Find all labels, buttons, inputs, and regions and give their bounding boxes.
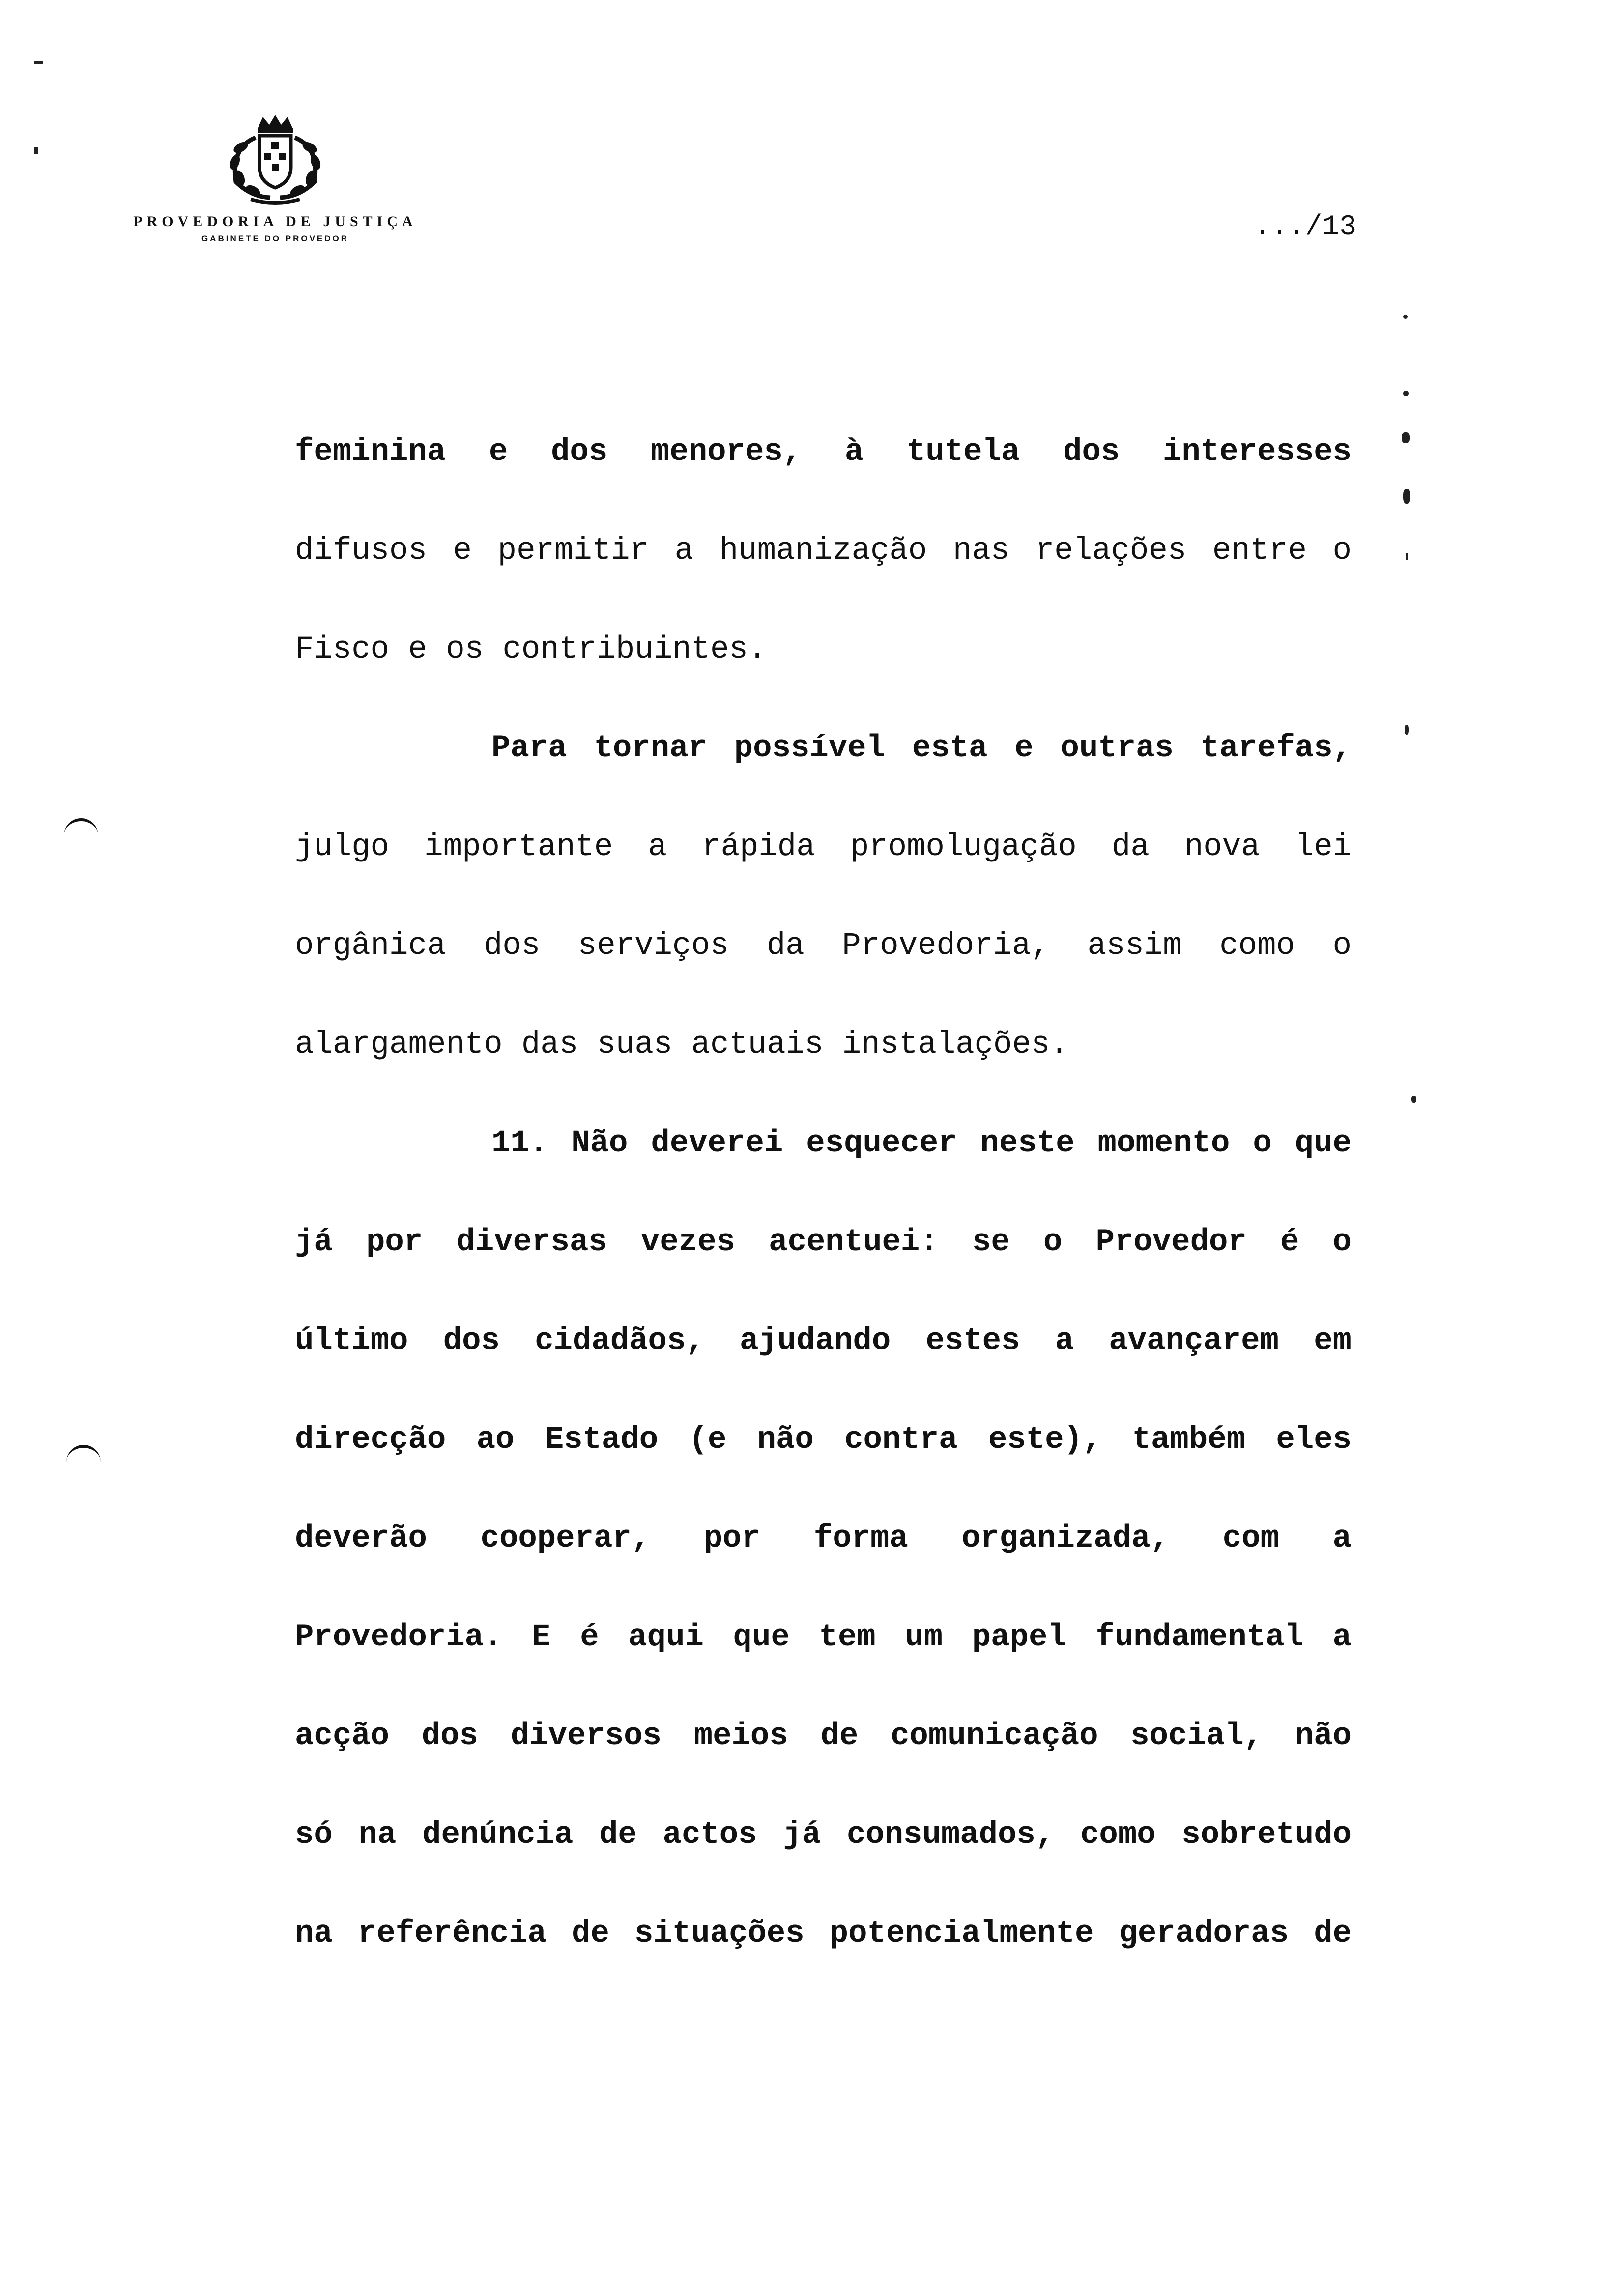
coat-of-arms-icon (216, 113, 334, 206)
text-line: Fisco e os contribuintes. (295, 632, 767, 667)
page-number: .../13 (1254, 211, 1356, 243)
text-line: deverão cooperar, por forma organizada, com a (295, 1521, 1352, 1556)
text-line: já por diversas vezes acentuei: se o Provedor é o (295, 1225, 1352, 1260)
scan-mark (1403, 489, 1410, 504)
text-line: feminina e dos menores, à tutela dos interesses (295, 434, 1352, 470)
scan-mark (1403, 391, 1409, 396)
text-line: acção dos diversos meios de comunicação social, não (295, 1719, 1352, 1754)
scan-mark (1403, 315, 1408, 319)
body-text (295, 432, 1352, 2013)
scan-mark (66, 1445, 101, 1463)
text-line: na referência de situações potencialmente geradoras de (295, 1916, 1352, 1952)
scan-mark (64, 818, 98, 836)
text-line: só na denúncia de actos já consumados, como sobretudo (295, 1817, 1352, 1853)
text-line: alargamento das suas actuais instalações. (295, 1027, 1069, 1062)
scan-mark (1406, 553, 1408, 560)
scan-mark (1402, 432, 1410, 443)
text-line: direcção ao Estado (e não contra este), também eles (295, 1422, 1352, 1458)
text-line: último dos cidadãos, ajudando estes a avançarem em (295, 1323, 1352, 1359)
text-line: difusos e permitir a humanização nas relações entre o (295, 533, 1352, 569)
scan-mark (34, 147, 38, 154)
text-line: julgo importante a rápida promolugação da nova lei (295, 830, 1352, 865)
text-line: Provedoria. E é aqui que tem um papel fundamental a (295, 1620, 1352, 1655)
scan-mark (1405, 725, 1409, 735)
text-line: Para tornar possível esta e outras tarefas, (491, 731, 1352, 766)
org-name: PROVEDORIA DE JUSTIÇA (133, 213, 417, 230)
scan-mark (34, 61, 43, 64)
scan-mark (1411, 1096, 1416, 1103)
org-subtitle: GABINETE DO PROVEDOR (201, 234, 349, 243)
text-line: orgânica dos serviços da Provedoria, assim como o (295, 928, 1352, 964)
text-line: 11. Não deverei esquecer neste momento o que (491, 1126, 1352, 1161)
letterhead (98, 113, 452, 244)
